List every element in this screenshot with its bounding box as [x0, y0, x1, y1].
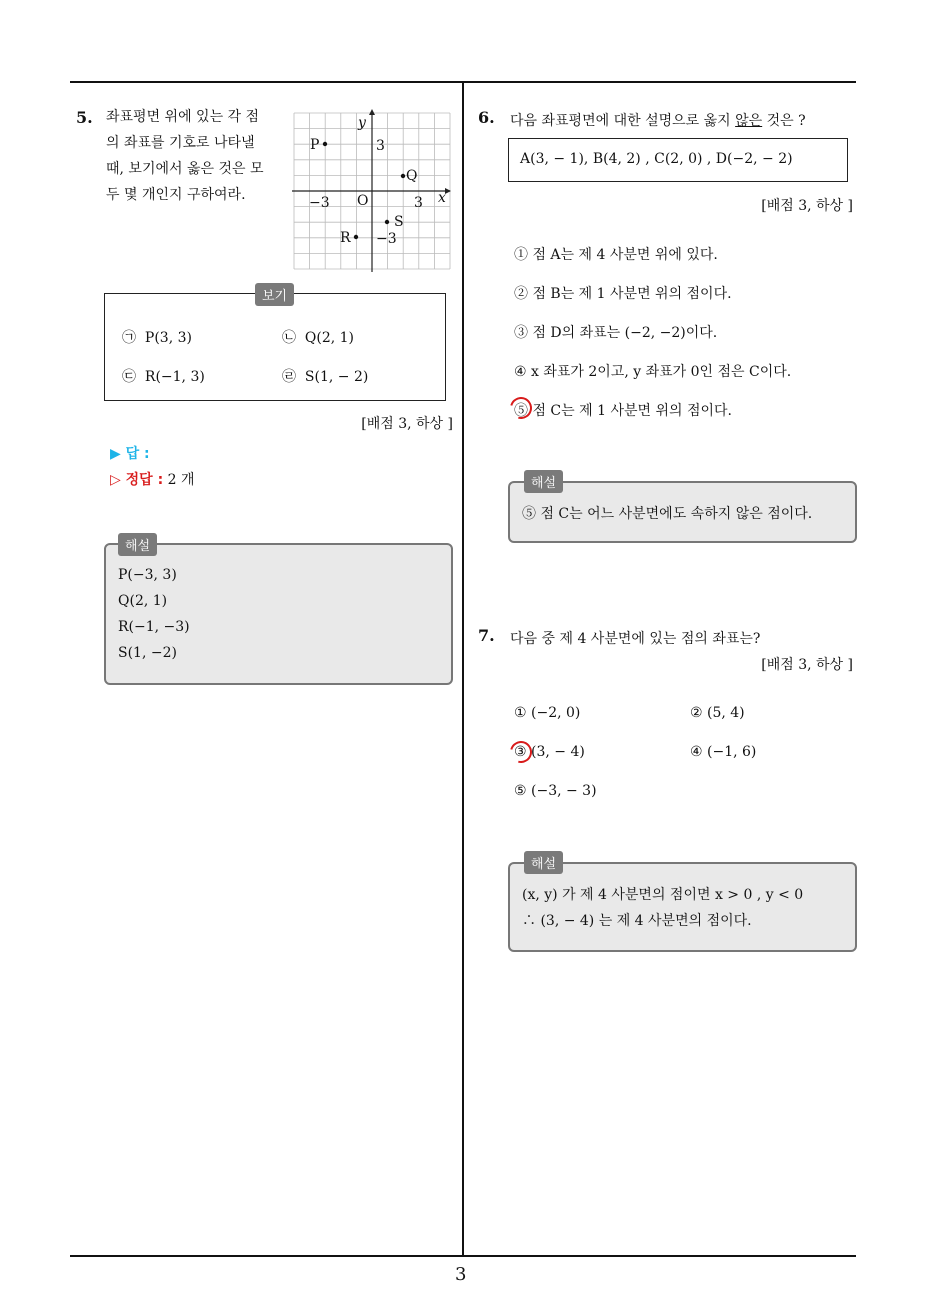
q7-choice-4[interactable]: ④ (−1, 6) [690, 744, 757, 760]
q5-text [106, 104, 286, 208]
point-s [385, 220, 389, 224]
q5-correct-answer [110, 469, 195, 489]
q5-score: [배점 3, 하상 ] [361, 416, 453, 432]
bogi-mark: ㉢ [122, 369, 136, 385]
explain-line: S(1, −2) [118, 645, 177, 661]
bogi-mark: ㉡ [282, 330, 296, 346]
explain-line: P(−3, 3) [118, 567, 177, 583]
q5-number: 5. [76, 108, 93, 127]
graph-y-label: y [358, 115, 366, 131]
q5-text-line: 때, 보기에서 옳은 것은 모 [106, 161, 264, 177]
bottom-rule [70, 1255, 856, 1257]
q6-choice-1[interactable]: ① 점 A는 제 4 사분면 위에 있다. [514, 247, 718, 263]
q6-text-post: 것은 ? [762, 113, 806, 129]
explain-line: Q(2, 1) [118, 593, 168, 609]
q5-explanation-tag: 해설 [118, 533, 157, 556]
q6-text-underline: 않은 [735, 113, 763, 129]
q6-choice-2[interactable]: ② 점 B는 제 1 사분면 위의 점이다. [514, 286, 732, 302]
q7-choice-3[interactable]: ③ (3, − 4) [514, 744, 585, 760]
graph-point-p-label: P [310, 137, 320, 153]
q7-number: 7. [478, 626, 495, 645]
q5-bogi-item [282, 366, 368, 386]
bogi-mark: ㉣ [282, 369, 296, 385]
point-q [401, 174, 405, 178]
q5-bogi-item [122, 366, 205, 386]
bogi-mark: ㉠ [122, 330, 136, 346]
q5-coordinate-graph [290, 108, 455, 273]
q6-number: 6. [478, 108, 495, 127]
bogi-text: P(3, 3) [144, 330, 192, 346]
q6-explanation-text: ⑤ 점 C는 어느 사분면에도 속하지 않은 점이다. [522, 506, 813, 522]
explain-line: (x, y) 가 제 4 사분면의 점이면 x > 0 , y < 0 [522, 887, 804, 903]
graph-tick-y-pos: 3 [376, 138, 385, 154]
explain-line: ∴ (3, − 4) 는 제 4 사분면의 점이다. [522, 913, 752, 929]
q7-answer-mark-icon [506, 737, 536, 767]
q5-text-line: 의 좌표를 기호로 나타낼 [106, 135, 255, 151]
q5-bogi-item [282, 327, 354, 347]
q7-explanation-text [522, 882, 803, 934]
q5-explanation-text [118, 562, 190, 666]
point-p [323, 142, 327, 146]
graph-tick-x-pos: 3 [414, 195, 423, 211]
graph-origin-label: O [357, 193, 369, 209]
q7-explanation-tag: 해설 [524, 851, 563, 874]
graph-tick-x-neg: −3 [309, 195, 330, 211]
point-r [354, 235, 358, 239]
graph-point-r-label: R [340, 230, 351, 246]
bogi-text: Q(2, 1) [304, 330, 355, 346]
q5-bogi-tag: 보기 [255, 283, 294, 306]
graph-x-label: x [438, 190, 446, 206]
q6-choice-3[interactable]: ③ 점 D의 좌표는 (−2, −2)이다. [514, 325, 718, 341]
q7-choice-2[interactable]: ② (5, 4) [690, 705, 745, 721]
graph-tick-y-neg: −3 [376, 231, 397, 247]
q6-choice-5[interactable]: ⑤ 점 C는 제 1 사분면 위의 점이다. [514, 403, 732, 419]
q7-text: 다음 중 제 4 사분면에 있는 점의 좌표는? [510, 631, 761, 647]
graph-point-q-label: Q [406, 168, 418, 184]
q6-score: [배점 3, 하상 ] [761, 198, 853, 214]
page-number: 3 [455, 1264, 467, 1285]
q5-answer-label[interactable]: ▶ 답 : [110, 446, 150, 462]
q5-correct-value: 2 개 [167, 472, 195, 488]
q6-coords-text: A(3, − 1), B(4, 2) , C(2, 0) , D(−2, − 2) [520, 151, 793, 167]
q5-bogi-item [122, 327, 192, 347]
q7-choice-5[interactable]: ⑤ (−3, − 3) [514, 783, 597, 799]
column-divider [462, 82, 464, 1256]
q5-text-line: 좌표평면 위에 있는 각 점 [106, 109, 260, 125]
q7-score: [배점 3, 하상 ] [761, 657, 853, 673]
bogi-text: S(1, − 2) [304, 369, 369, 385]
q6-text [510, 110, 806, 130]
q6-choice-4[interactable]: ④ x 좌표가 2이고, y 좌표가 0인 점은 C이다. [514, 364, 792, 380]
graph-point-s-label: S [394, 214, 404, 230]
q5-correct-label: ▷ 정답 : [110, 472, 164, 488]
q6-text-pre: 다음 좌표평면에 대한 설명으로 옳지 [510, 113, 736, 129]
explain-line: R(−1, −3) [118, 619, 190, 635]
q7-choice-1[interactable]: ① (−2, 0) [514, 705, 581, 721]
bogi-text: R(−1, 3) [144, 369, 205, 385]
q6-explanation-tag: 해설 [524, 470, 563, 493]
y-axis-arrow-icon [369, 109, 375, 115]
q5-text-line: 두 몇 개인지 구하여라. [106, 187, 246, 203]
